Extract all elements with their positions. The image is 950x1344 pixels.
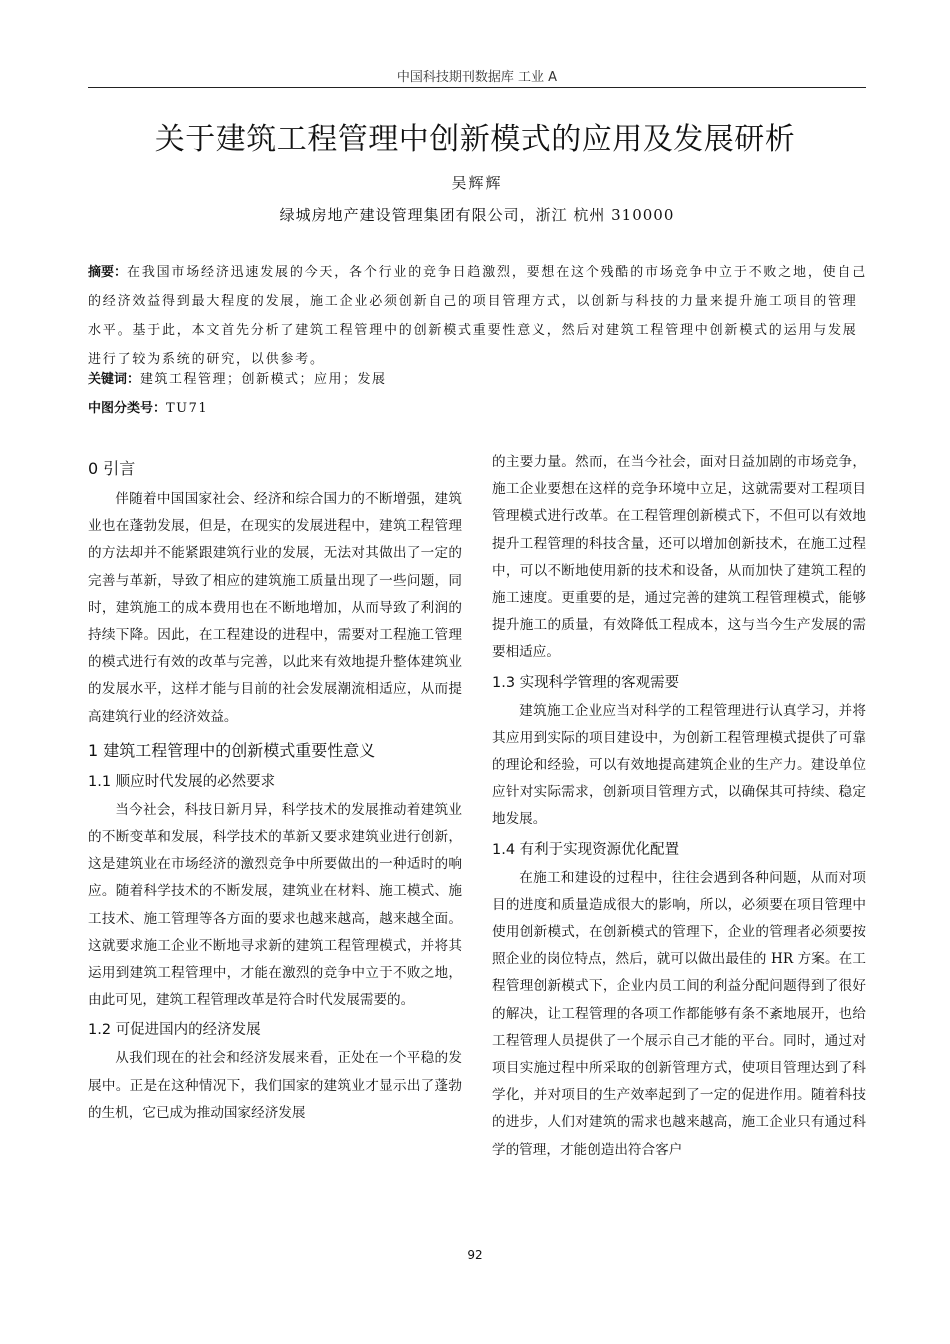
keywords-text: 建筑工程管理；创新模式；应用；发展: [140, 372, 387, 387]
right-column: [492, 449, 866, 1164]
section-1-2-heading: 1.2 可促进国内的经济发展: [88, 1022, 261, 1039]
author-name: 吴辉辉: [451, 174, 503, 192]
section-1-1-paragraph: 当今社会，科技日新月异，科学技术的发展推动着建筑业的不断变革和发展，科学技术的革新又要求建筑业进行创新，这是建筑业在市场经济的激烈竞争中所要做出的一种适时的响应。随着科学技术的不断发展，建筑业在材料、施工模式、施工技术、施工管理等各方面的要求也越来越高，越来越全面。这就要求施工企业不断地寻求新的建筑工程管理模式，并将其运用到建筑工程管理中，才能在激烈的竞争中立于不败之地，由此可见，建筑工程管理改革是符合时代发展需要的。: [88, 801, 462, 1009]
classification-label: 中图分类号：: [88, 401, 167, 416]
running-head: 中国科技期刊数据库 工业 A: [396, 70, 558, 85]
section-1-3-heading: 1.3 实现科学管理的客观需要: [492, 674, 680, 691]
abstract: [88, 258, 870, 374]
left-column: [88, 449, 462, 1127]
section-1-2-continuation: 的主要力量。然而，在当今社会，面对日益加剧的市场竞争，施工企业要想在这样的竞争环境中立足，这就需要对工程项目管理模式进行改革。在工程管理创新模式下，不但可以有效地提升工程管理的科技含量，还可以增加创新技术，在施工过程中，可以不断地使用新的技术和设备，从而加快了建筑工程的施工速度。更重要的是，通过完善的建筑工程管理模式，能够提升施工的质量，有效降低工程成本，这与当今生产发展的需要相适应。: [492, 454, 866, 661]
section-1-2-paragraph: 从我们现在的社会和经济发展来看，正处在一个平稳的发展中。正是在这种情况下，我们国家的建筑业才显示出了蓬勃的生机，它已成为推动国家经济发展: [88, 1050, 462, 1121]
section-1-1-heading: 1.1 顺应时代发展的必然要求: [88, 773, 276, 790]
section-1-heading: 1 建筑工程管理中的创新模式重要性意义: [88, 740, 376, 760]
section-0-paragraph: 伴随着中国国家社会、经济和综合国力的不断增强，建筑业也在蓬勃发展，但是，在现实的发展进程中，建筑工程管理的方法却并不能紧跟建筑行业的发展，无法对其做出了一定的完善与革新，导致了相应的建筑施工质量出现了一些问题，同时，建筑施工的成本费用也在不断地增加，从而导致了利润的持续下降。因此，在工程建设的进程中，需要对工程施工管理的模式进行有效的改革与完善，以此来有效地提升整体建筑业的发展水平，这样才能与目前的社会发展潮流相适应，从而提高建筑行业的经济效益。: [88, 491, 462, 725]
section-1-3-paragraph: 建筑施工企业应当对科学的工程管理进行认真学习，并将其应用到实际的项目建设中，为创新工程管理模式提供了可靠的理论和经验，可以有效地提高建筑企业的生产力。建设单位应针对实际需求，创新项目管理方式，以确保其可持续、稳定地发展。: [492, 702, 866, 828]
abstract-label: 摘要：: [88, 265, 128, 280]
section-1-4-heading: 1.4 有利于实现资源优化配置: [492, 841, 680, 858]
keywords: [88, 368, 870, 387]
author-affiliation: 绿城房地产建设管理集团有限公司，浙江 杭州 310000: [279, 206, 675, 224]
page-number: 92: [467, 1248, 483, 1262]
classification: [88, 397, 870, 416]
paper-title: 关于建筑工程管理中创新模式的应用及发展研析: [154, 122, 796, 157]
keywords-label: 关键词：: [88, 372, 141, 387]
abstract-text: 在我国市场经济迅速发展的今天，各个行业的竞争日趋激烈，要想在这个残酷的市场竞争中立于不败之地，使自己的经济效益得到最大程度的发展，施工企业必须创新自己的项目管理方式，以创新与科技的力量来提升施工项目的管理水平。基于此，本文首先分析了建筑工程管理中的创新模式重要性意义，然后对建筑工程管理中创新模式的运用与发展进行了较为系统的研究，以供参考。: [88, 265, 868, 367]
header-rule: [88, 87, 866, 88]
section-0-heading: 0 引言: [88, 459, 136, 478]
classification-code: TU71: [166, 401, 209, 416]
section-1-4-paragraph: 在施工和建设的过程中，往往会遇到各种问题，从而对项目的进度和质量造成很大的影响，所以，必须要在项目管理中使用创新模式，在创新模式的管理下，企业的管理者必须要按照企业的岗位特点，然后，就可以做出最佳的 HR 方案。在工程管理创新模式下，企业内员工间的利益分配问题得到了很好的解决，让工程管理的各项工作都能够有条不紊地展开，也给工程管理人员提供了一个展示自己才能的平台。同时，通过对项目实施过程中所采取的创新管理方式，使项目管理达到了科学化，并对项目的生产效率起到了一定的促进作用。随着科技的进步，人们对建筑的需求也越来越高，施工企业只有通过科学的管理，才能创造出符合客户: [492, 869, 866, 1158]
